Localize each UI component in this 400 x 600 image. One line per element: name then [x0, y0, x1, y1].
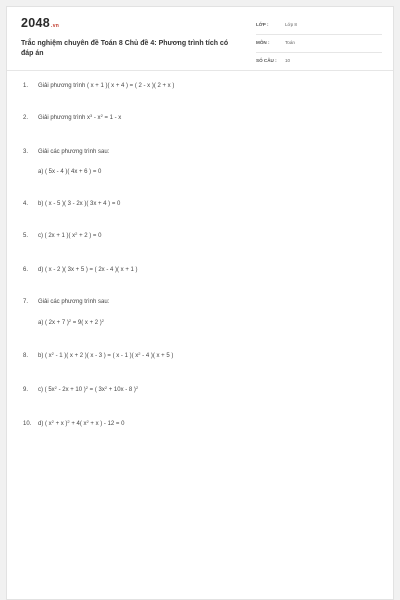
question-number: 4.: [23, 201, 29, 207]
question-number: 6.: [23, 267, 29, 273]
exponent: 2: [75, 231, 78, 236]
question-number: 10.: [23, 421, 32, 427]
exponent: 2: [135, 385, 139, 390]
exponent: 2: [51, 351, 54, 356]
text-part: b) ( x: [38, 353, 52, 359]
text-part: + 10x - 8 ): [107, 387, 136, 393]
text-part: - 1 )( x + 2 )( x - 3 ) = ( x - 1 )( x: [53, 353, 139, 359]
text-part: - x: [92, 115, 101, 121]
question-number: 1.: [23, 83, 29, 89]
text-part: = ( 3x: [88, 387, 105, 393]
exponent: 2: [100, 113, 103, 118]
text-part: + x ) - 12 = 0: [88, 421, 125, 427]
logo-suffix: .vn: [51, 23, 60, 29]
question-item: [23, 299, 109, 305]
question-number: 5.: [23, 233, 29, 239]
question-item: [23, 83, 174, 89]
question-item: [23, 233, 101, 239]
logo-text: 2048: [21, 16, 51, 30]
text-part: c) ( 2x + 1 )( x: [38, 233, 76, 239]
exponent: 2: [68, 318, 72, 323]
meta-row-subject: [256, 35, 382, 53]
class-value: Lớp 8: [285, 22, 297, 27]
exponent: 2: [67, 419, 70, 424]
meta-info: [256, 17, 382, 71]
text-part: + x ): [53, 421, 68, 427]
text-part: a) ( 2x + 7 ): [38, 320, 69, 326]
text-part: + 2 ) = 0: [77, 233, 102, 239]
sub-question: [38, 320, 104, 326]
exponent: 2: [138, 351, 141, 356]
exponent: 2: [51, 419, 54, 424]
question-item: [23, 267, 138, 273]
question-text: [38, 353, 173, 359]
question-text: b) ( x - 5 )( 3 - 2x )( 3x + 4 ) = 0: [38, 201, 121, 207]
worksheet-page: [6, 6, 394, 600]
text-part: d) ( x: [38, 421, 52, 427]
count-value: 10: [285, 58, 291, 63]
question-item: [23, 149, 109, 155]
question-item: [23, 353, 173, 359]
exponent: 3: [89, 113, 93, 118]
text-part: - 2x + 10 ): [56, 387, 86, 393]
count-label: SỐ CÂU :: [256, 58, 277, 63]
exponent: 2: [104, 385, 108, 390]
worksheet-header: [7, 7, 393, 71]
text-part: Giải phương trình x: [38, 115, 90, 121]
question-text: Giải các phương trình sau:: [38, 299, 110, 305]
exponent: 2: [54, 385, 57, 390]
text-part: - 4 )( x + 5 ): [140, 353, 174, 359]
question-number: 3.: [23, 149, 29, 155]
question-number: 7.: [23, 299, 29, 305]
question-number: 9.: [23, 387, 29, 393]
class-label: LỚP :: [256, 22, 269, 27]
text-part: + 4( x: [69, 421, 87, 427]
question-item: [23, 201, 120, 207]
meta-row-count: [256, 53, 382, 71]
question-text: Giải các phương trình sau:: [38, 149, 110, 155]
question-number: 2.: [23, 115, 29, 121]
question-text: [38, 115, 121, 121]
meta-row-class: [256, 17, 382, 35]
page-title: Trắc nghiệm chuyên đề Toán 8 Chủ đề 4: Phương trình tích có đáp án: [21, 40, 229, 57]
exponent: 2: [86, 419, 89, 424]
exponent: 2: [85, 385, 88, 390]
exponent: 2: [101, 318, 104, 323]
question-text: Giải phương trình ( x + 1 )( x + 4 ) = ( 2 - x )( 2 + x ): [38, 83, 175, 89]
question-text: [38, 233, 101, 239]
question-item: [23, 421, 124, 427]
text-part: = 1 - x: [102, 115, 122, 121]
text-part: = 9( x + 2 ): [71, 320, 102, 326]
question-text: [38, 421, 124, 427]
question-text: [38, 387, 138, 393]
sub-question: a) ( 5x - 4 )( 4x + 6 ) = 0: [38, 169, 102, 175]
question-number: 8.: [23, 353, 29, 359]
subject-label: MÔN :: [256, 40, 270, 45]
subject-value: Toán: [285, 40, 295, 45]
text-part: c) ( 5x: [38, 387, 55, 393]
question-item: [23, 387, 138, 393]
site-logo[interactable]: [21, 16, 59, 30]
question-item: [23, 115, 121, 121]
question-text: d) ( x - 2 )( 3x + 5 ) = ( 2x - 4 )( x + 1 ): [38, 267, 138, 273]
